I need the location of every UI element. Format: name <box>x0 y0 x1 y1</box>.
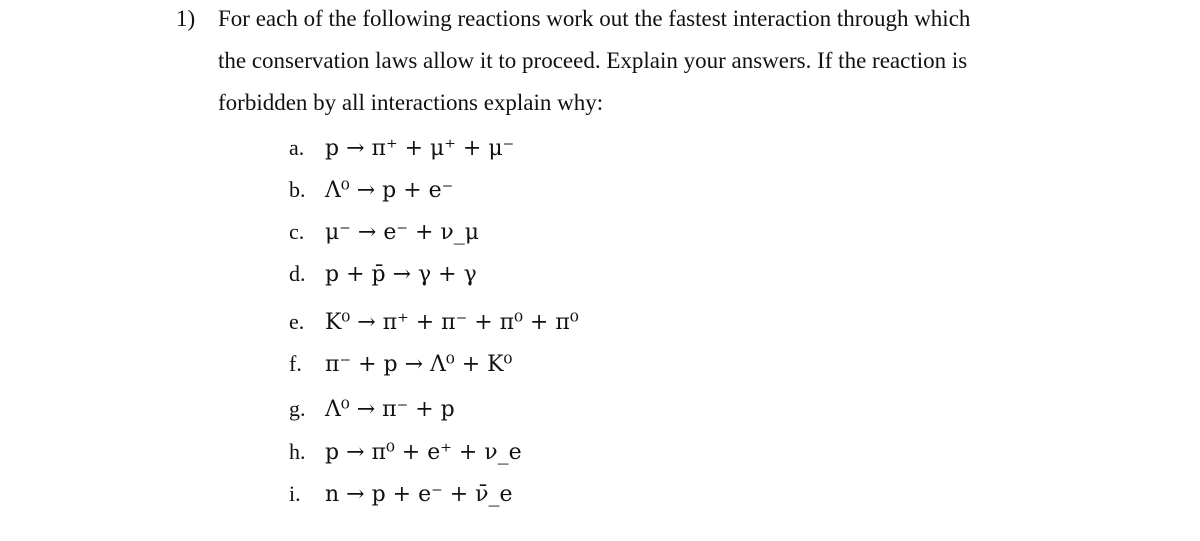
question-text-line-3: forbidden by all interactions explain why: <box>218 90 604 115</box>
reaction-label: h. <box>289 439 306 464</box>
reaction-equation: μ⁻ → e⁻ + ν_μ <box>325 219 480 245</box>
reaction-label: d. <box>289 261 306 286</box>
reaction-label: b. <box>289 177 306 202</box>
reaction-equation: Λ⁰ → p + e⁻ <box>325 177 454 203</box>
reaction-equation: π⁻ + p → Λ⁰ + K⁰ <box>325 351 513 377</box>
reaction-equation: p → π⁰ + e⁺ + ν_e <box>325 439 522 465</box>
reaction-i <box>289 478 513 510</box>
reaction-equation: Λ⁰ → π⁻ + p <box>325 396 455 422</box>
reaction-label: c. <box>289 219 305 244</box>
reaction-equation: n → p + e⁻ + ν̄_e <box>325 481 513 507</box>
reaction-equation: p → π⁺ + μ⁺ + μ⁻ <box>325 135 515 161</box>
reaction-label: a. <box>289 135 305 160</box>
reaction-label: e. <box>289 309 305 334</box>
question-text-line-2: the conservation laws allow it to proceed. Explain your answers. If the reaction is <box>218 48 968 73</box>
reaction-c <box>289 216 479 248</box>
reaction-a <box>289 132 514 164</box>
reaction-label: g. <box>289 396 306 421</box>
reaction-equation: p + p̄ → γ + γ <box>325 261 477 287</box>
reaction-equation: K⁰ → π⁺ + π⁻ + π⁰ + π⁰ <box>325 309 579 335</box>
reaction-label: i. <box>289 481 301 506</box>
question-text-line-1: For each of the following reactions work out the fastest interaction through which <box>218 6 971 31</box>
reaction-label: f. <box>289 351 302 376</box>
reaction-g <box>289 393 455 425</box>
reaction-h <box>289 436 522 468</box>
reaction-e <box>289 306 579 338</box>
reaction-d <box>289 258 477 290</box>
reaction-b <box>289 174 453 206</box>
question-number: 1) <box>176 6 196 31</box>
reaction-f <box>289 348 512 380</box>
